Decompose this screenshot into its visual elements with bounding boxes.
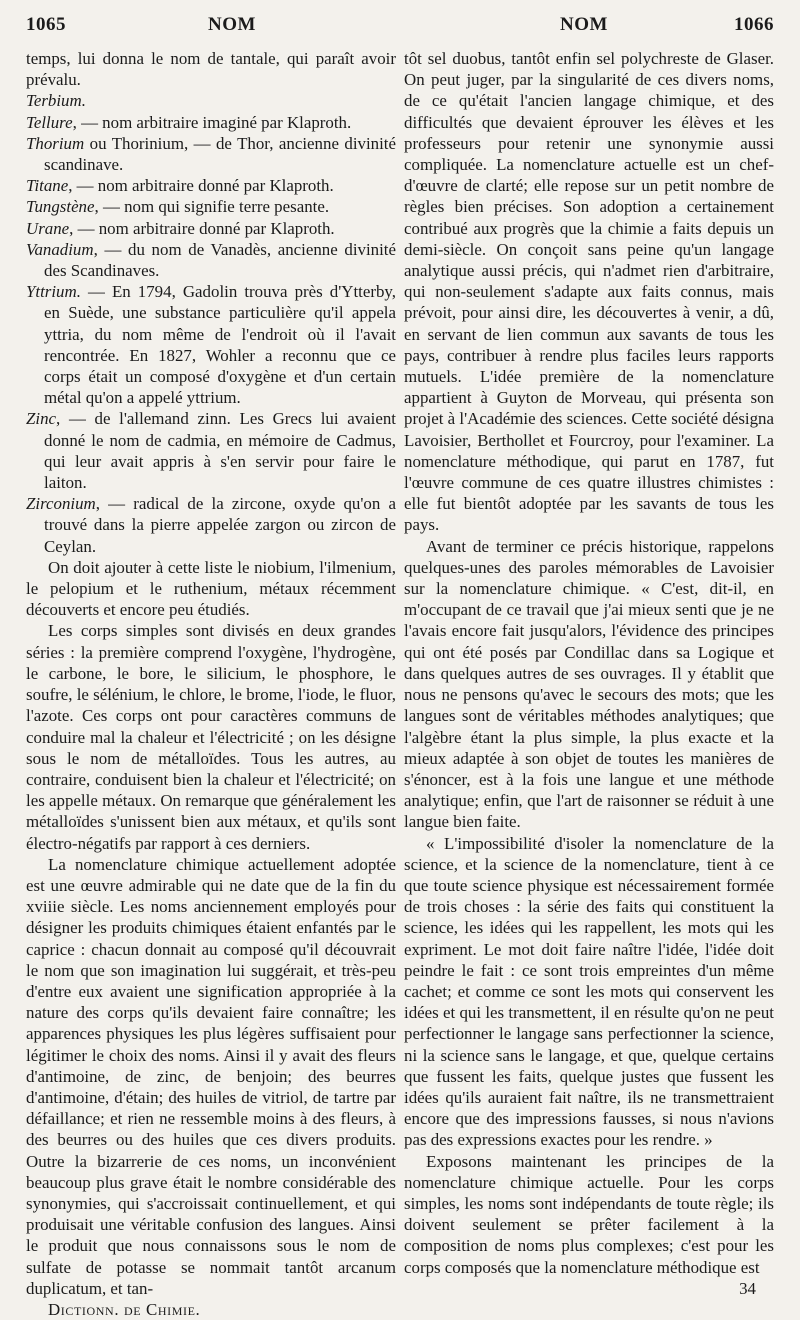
footer-signature: 34 xyxy=(739,1278,756,1298)
entry-definition: , — radical de la zircone, oxyde qu'on a trouvé dans la pierre appelée zargon ou zircon de Ceylan. xyxy=(44,494,396,556)
entry-definition: ou Thorinium, — de Thor, ancienne divinité scandinave. xyxy=(44,133,396,175)
entry-definition: , — nom arbitraire donné par Klaproth. xyxy=(69,218,335,238)
entry-term: Zinc xyxy=(26,409,57,429)
paragraph-nomenclature: La nomenclature chimique actuellement adoptée est une œuvre admirable qui ne date que de la fin du xviiie siècle. Les noms anciennement employés pour désigner les produits chimiques étaient enfantés par le caprice : chacun donnait au composé qu'il découvrait le nom que son imagination lui suggérait, et très-peu d'entre eux avaient une signification appropriée à la nature des corps qu'ils devaient faire connaître; les apparences physiques les plus légères suffisaient pour légitimer le choix des noms. Ainsi il y avait des fleurs d'antimoine, de zinc, de benjoin; des beurres d'antimoine, d'étain; des huiles de vitriol, de tartre par défaillance; et rien ne ressemble moins à des fleurs, à des beurres ou des huiles que ces divers produits. Outre la bizarrerie de ces noms, un inconvénient beaucoup plus grave était le nombre considérable des synonymies, qui s'accroissait continuellement, et qui produisait une véritable confusion des langues. Ainsi le produit que nous connaissons sous le nom de sulfate de potasse se nommait tantôt arcanum duplicatum, et tan- xyxy=(26,854,396,1298)
right-page-number: 1066 xyxy=(734,14,774,35)
element-entry xyxy=(26,112,396,133)
right-column xyxy=(404,48,774,1299)
element-entry xyxy=(26,493,396,557)
entry-term: Thorium xyxy=(26,133,85,153)
element-entry xyxy=(26,239,396,281)
element-entry xyxy=(26,175,396,196)
element-entry xyxy=(26,218,396,239)
entry-term: Vanadium xyxy=(26,239,94,259)
element-entry xyxy=(26,90,396,111)
entry-definition: , — nom qui signifie terre pesante. xyxy=(94,197,330,217)
right-running-title: NOM xyxy=(560,14,608,35)
entry-term: Titane xyxy=(26,176,69,196)
entry-term: Terbium. xyxy=(26,91,86,111)
entry-definition: , — nom arbitraire imaginé par Klaproth. xyxy=(72,112,352,132)
element-entry xyxy=(26,281,396,408)
entry-definition: , — du nom de Vanadès, ancienne divinité des Scandinaves. xyxy=(44,239,396,281)
left-running-title: NOM xyxy=(208,14,256,35)
paragraph-exposons: Exposons maintenant les principes de la nomenclature chimique actuelle. Pour les corps simples, les noms sont indépendants de toute règle; ils doivent seulement se prêter facilement à la composition de noms plus complexes; c'est pour les corps composés que la nomenclature méthodique est xyxy=(404,1151,774,1277)
entry-definition: — En 1794, Gadolin trouva près d'Ytterby, en Suède, une substance particulière qu'il appela yttria, du nom même de l'endroit où il l'avait rencontrée. En 1827, Wohler a reconnu que ce corps était un composé d'oxygène et d'un certain métal qu'on a appelé yttrium. xyxy=(44,282,396,408)
paragraph-lavoisier-quote: Avant de terminer ce précis historique, rappelons quelques-unes des paroles mémorables de Lavoisier sur la nomenclature chimique. « C'est, dit-il, en m'occupant de ce travail que j'ai mieux senti que je ne l'avais encore fait jusqu'alors, l'évidence des principes qui ont été posés par Condillac dans sa Logique et dans quelques autres de ses ouvrages. Il y établit que nous ne pensons qu'avec le secours des mots; que les langues sont de véritables méthodes analytiques; que l'algèbre étant la plus simple, la plus exacte et la mieux adaptée à son objet de toutes les manières de s'énoncer, est à la fois une langue et une méthode analytique; enfin, que l'art de raisonner se réduit à une langue bien faite. xyxy=(404,536,774,832)
entry-term: Tellure xyxy=(26,112,73,132)
left-column xyxy=(26,48,396,1320)
entry-definition: , — nom arbitraire donné par Klaproth. xyxy=(68,176,334,196)
paragraph-impossibilite: « L'impossibilité d'isoler la nomenclature de la science, et la science de la nomenclature, tient à ce que toute science physique est nécessairement formée de trois choses : la série des faits qui constituent la science, les idées qui les rappellent, les mots qui les expriment. Le mot doit faire naître l'idée, l'idée doit peindre le fait : ce sont trois empreintes d'un même cachet; et comme ce sont les mots qui conservent les idées et qui les transmettent, il en résulte qu'on ne peut perfectionner le langage sans perfectionner la science, ni la science sans le langage, et que, quelque certains que fussent les faits, quelque justes que fussent les idées qu'ils auraient fait naître, ils ne transmettraient encore que des impressions fausses, si nous n'avions pas des expressions exactes pour les rendre. » xyxy=(404,833,774,1150)
paragraph-continuation: tôt sel duobus, tantôt enfin sel polychreste de Glaser. On peut juger, par la singularité de ces divers noms, de ce qu'était l'ancien langage chimique, et des difficultés que devaient éprouver les élèves et les professeurs pour retenir une synonymie aussi compliquée. La nomenclature actuelle est un chef-d'œuvre de clarté; elle repose sur un petit nombre de règles bien précises. Son adoption a certainement contribué aux progrès que la chimie a faits depuis un demi-siècle. On conçoit sans peine qu'un langage analytique aussi précis, qui n'admet rien d'arbitraire, qui non-seulement s'adapte aux faits connus, mais prévoit, pour ainsi dire, les découvertes à venir, a dû, en servant de lien commun aux savants de tous les pays, contribuer à rendre plus faciles leurs rapports mutuels. L'idée première de la nomenclature appartient à Guyton de Morveau, qui présenta son projet à l'Académie des sciences. Cette société désigna Lavoisier, Berthollet et Fourcroy, pour l'examiner. La nomenclature méthodique, qui parut en 1787, fut l'œuvre commune de ces quatre illustres chimistes : elle fut bientôt adoptée par les savants de tous les pays. xyxy=(404,49,774,535)
element-entry xyxy=(26,133,396,175)
entry-definition: , — de l'allemand zinn. Les Grecs lui avaient donné le nom de cadmia, en mémoire de Cadmus, qui leur avait appris à s'en servir pour faire le laiton. xyxy=(44,409,396,493)
element-entry xyxy=(26,408,396,493)
element-entry-list xyxy=(26,90,396,556)
paragraph-niobium: On doit ajouter à cette liste le niobium, l'ilmenium, le pelopium et le ruthenium, métaux récemment découverts et encore peu étudiés. xyxy=(26,557,396,620)
entry-term: Tungstène xyxy=(26,197,95,217)
entry-term: Zirconium xyxy=(26,494,96,514)
page-header xyxy=(26,14,774,42)
tantale-continuation: temps, lui donna le nom de tantale, qui paraît avoir prévalu. xyxy=(26,49,396,90)
element-entry xyxy=(26,196,396,217)
footer-dictionary-title: Dictionn. de Chimie. xyxy=(48,1299,201,1319)
entry-term: Yttrium. xyxy=(26,282,81,302)
left-page-number: 1065 xyxy=(26,14,66,35)
paragraph-corps-simples: Les corps simples sont divisés en deux grandes séries : la première comprend l'oxygène, l'hydrogène, le carbone, le bore, le silicium, le phosphore, le soufre, le sélénium, le chlore, le brome, l'iode, le fluor, l'azote. Ces corps ont pour caractères communs de conduire mal la chaleur et l'électricité ; on les désigne sous le nom de métalloïdes. Tous les autres, au contraire, conduisent bien la chaleur et l'électricité; on les appelle métaux. On remarque que généralement les métalloïdes s'unissent bien aux métaux, et qu'ils sont électro-négatifs par rapport à ces derniers. xyxy=(26,621,396,853)
entry-term: Urane xyxy=(26,218,70,238)
